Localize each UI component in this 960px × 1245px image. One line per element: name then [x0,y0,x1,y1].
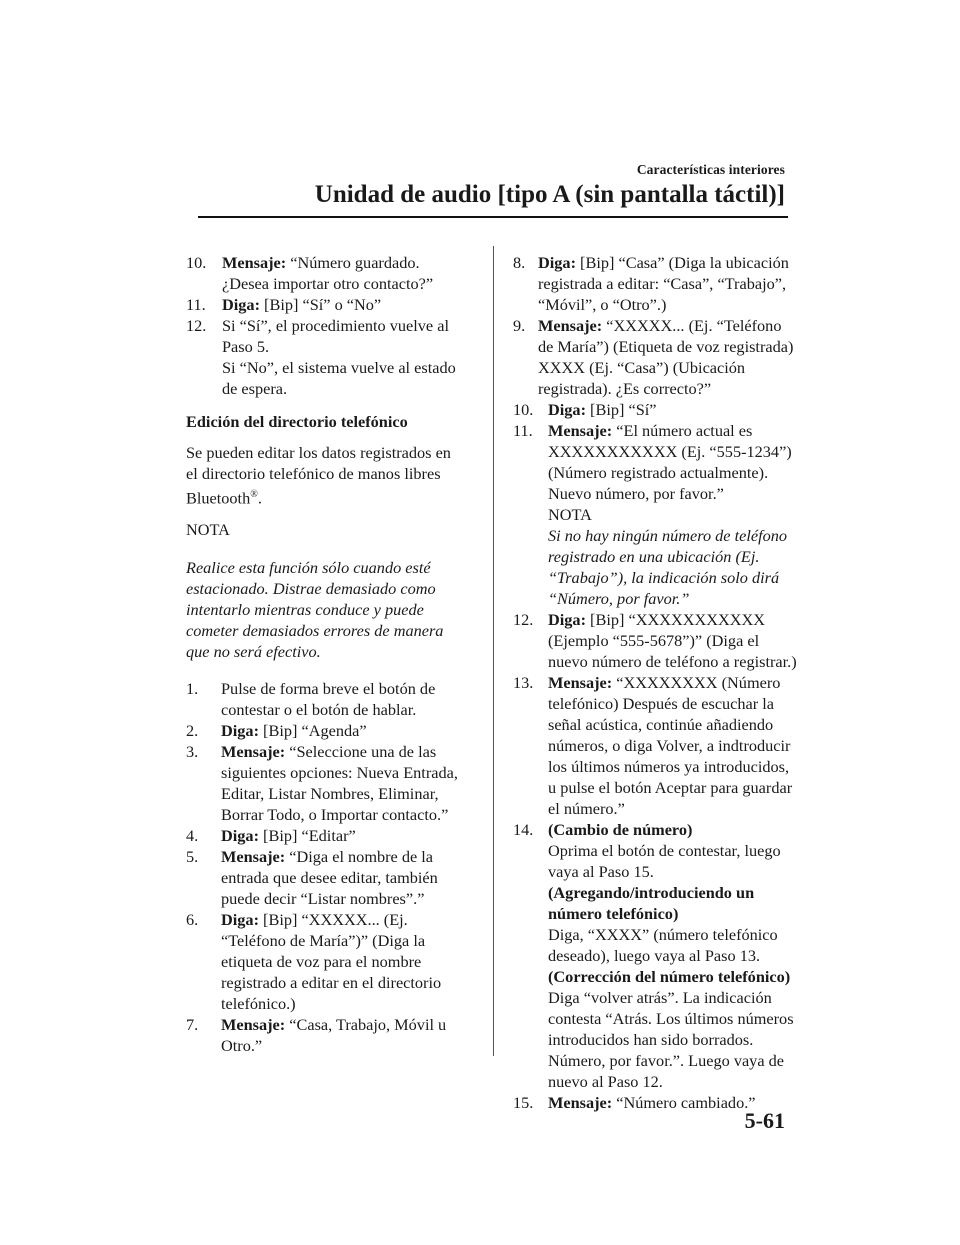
list-item: 1. Pulse de forma breve el botón de contestar o el botón de hablar. [186,679,436,720]
header-rule [198,216,788,218]
list-item: 5. Mensaje: “Diga el nombre de la entrada que desee editar, también puede decir “Listar nombres”.” [186,847,438,909]
header-section: Características interiores [636,162,785,177]
page-title: Unidad de audio [tipo A (sin pantalla táctil)] [314,181,785,208]
list-item: 9. Mensaje: “XXXXX... (Ej. “Teléfono de María”) (Etiqueta de voz registrada) XXXX (Ej. “Casa”) (Ubicación registrada). ¿Es correcto?” [513,316,794,398]
column-divider [493,246,494,1056]
page-number: 5-61 [744,1108,785,1133]
note-text: Si no hay ningún número de teléfono registrado en una ubicación (Ej. “Trabajo”), la indicación solo dirá “Número, por favor.” [548,526,788,608]
list-item: 10. Diga: [Bip] “Sí” [513,400,657,419]
paragraph: Se pueden editar los datos registrados en el directorio telefónico de manos libres Bluetooth®. [186,443,451,508]
list-item: 11. Diga: [Bip] “Sí” o “No” [186,295,382,314]
list-item: 6. Diga: [Bip] “XXXXX... (Ej. “Teléfono de María”)” (Diga la etiqueta de voz para el nombre registrado a editar en el directorio telefónico.) [186,910,442,1014]
list-item: 11. Mensaje: “El número actual es XXXXXXXXXXX (Ej. “555-1234”) (Número registrado actualmente). Nuevo número, por favor.” NOTA Si no hay ningún número de teléfono registrado en una ubicación (Ej. “Trabajo”), la indicación solo dirá “Número, por favor.” [513,420,797,609]
list-item: 3. Mensaje: “Seleccione una de las siguientes opciones: Nueva Entrada, Editar, Listar Nombres, Eliminar, Borrar Todo, o Importar contacto.” [186,742,458,825]
right-column [513,252,797,1113]
list-item: 7. Mensaje: “Casa, Trabajo, Móvil u Otro.” [186,1015,447,1056]
left-column [186,252,464,1056]
note-text: Realice esta función sólo cuando esté estacionado. Distrae demasiado como intentarlo mientras conduce y puede cometer demasiados errores de manera que no será efectivo. [186,557,444,661]
list-item: 8. Diga: [Bip] “Casa” (Diga la ubicación registrada a editar: “Casa”, “Trabajo”, “Móvil”, o “Otro”.) [513,253,789,314]
note-label: NOTA [186,520,230,540]
list-item: 15. Mensaje: “Número cambiado.” [513,1093,756,1112]
note-label: NOTA [548,505,592,524]
list-item: 10. Mensaje: “Número guardado. ¿Desea importar otro contacto?” [186,253,434,293]
section-heading: Edición del directorio telefónico [186,412,408,431]
list-item: 2. Diga: [Bip] “Agenda” [186,721,367,741]
list-item: 14. (Cambio de número) Oprima el botón de contestar, luego vaya al Paso 15. (Agregando/introduciendo un número telefónico) Diga, “XXXX” (número telefónico deseado), luego vaya al Paso 13. (Corrección del número telefónico) Diga “volver atrás”. La indicación contesta “Atrás. Los últimos números introducidos han sido borrados. Número, por favor.”. Luego vaya de nuevo al Paso 12. [513,820,794,1091]
list-item: 4. Diga: [Bip] “Editar” [186,826,356,846]
list-item: 12. Si “Sí”, el procedimiento vuelve al Paso 5. Si “No”, el sistema vuelve al estado de espera. [186,316,456,398]
list-item: 13. Mensaje: “XXXXXXXX (Número telefónico) Después de escuchar la señal acústica, continúe añadiendo números, o diga Volver, a indtroducir los últimos números ya introducidos, u pulse el botón Aceptar para guardar el número.” [513,673,793,818]
list-item: 12. Diga: [Bip] “XXXXXXXXXXX (Ejemplo “555-5678”)” (Diga el nuevo número de teléfono a registrar.) [513,610,797,671]
